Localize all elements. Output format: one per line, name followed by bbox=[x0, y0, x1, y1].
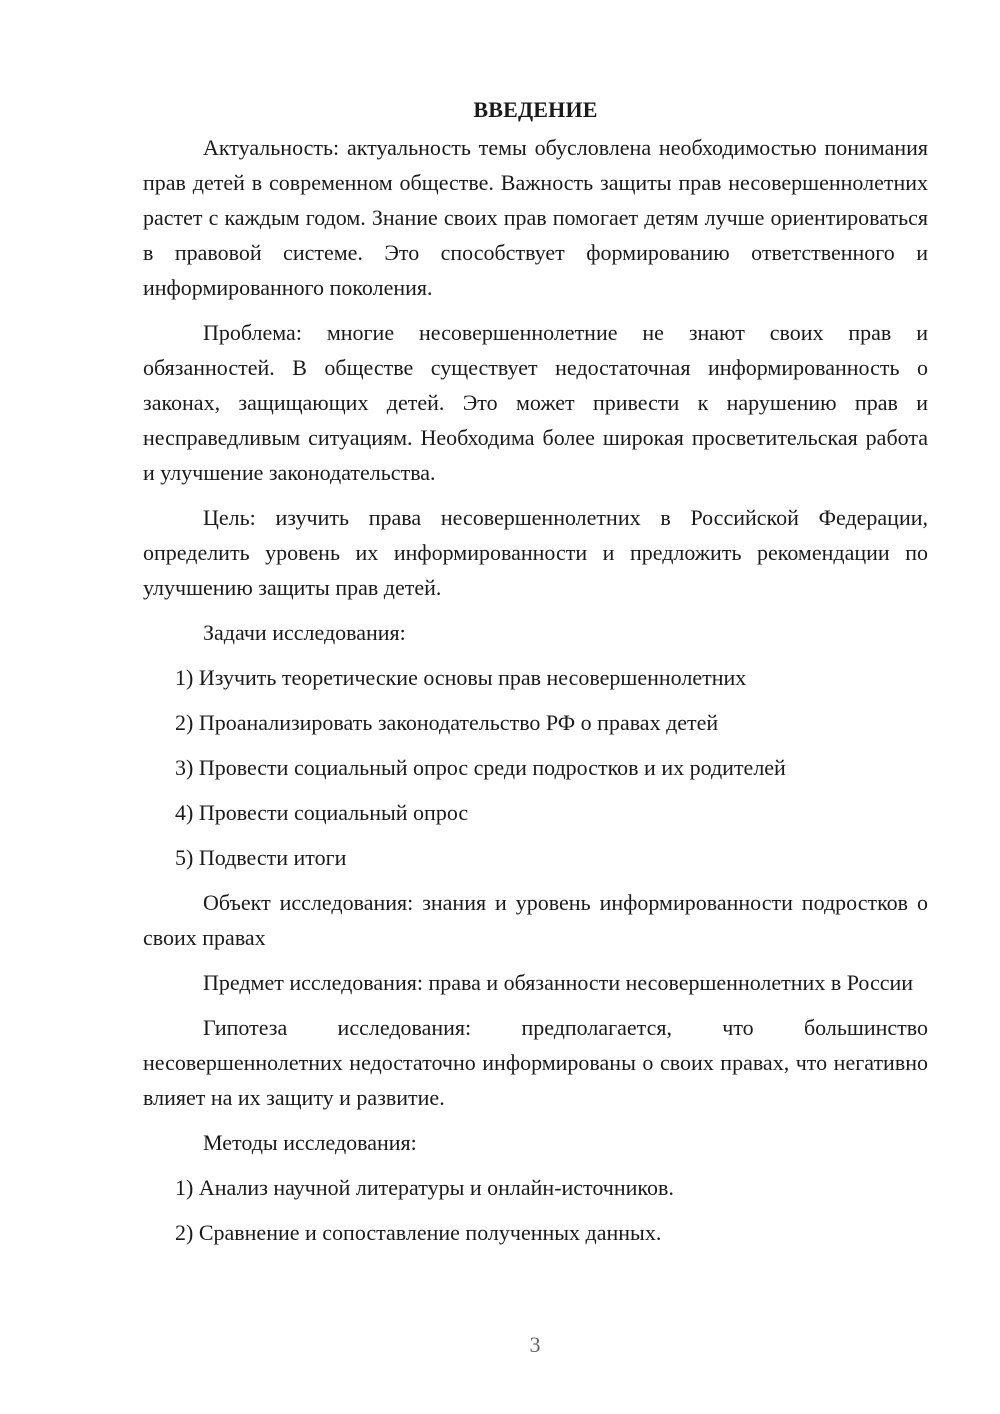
problem-paragraph: Проблема: многие несовершеннолетние не знают своих прав и обязанностей. В обществе существует недостаточная информированность о законах, защищающих детей. Это может привести к нарушению прав и несправедливым ситуациям. Необходима более широкая просветительская работа и улучшение законодательства. bbox=[143, 320, 928, 485]
page-number: 3 bbox=[529, 1332, 541, 1357]
tasks-list bbox=[143, 660, 928, 875]
list-item: 4) Провести социальный опрос bbox=[175, 800, 469, 825]
relevance-paragraph: Актуальность: актуальность темы обусловлена необходимостью понимания прав детей в современном обществе. Важность защиты прав несовершеннолетних растет с каждым годом. Знание своих прав помогает детям лучше ориентироваться в правовой системе. Это способствует формированию ответственного и информированного поколения. bbox=[143, 135, 928, 300]
document-page bbox=[143, 92, 928, 1260]
hypothesis-paragraph: Гипотеза исследования: предполагается, что большинство несовершеннолетних недостаточно информированы о своих правах, что негативно влияет на их защиту и развитие. bbox=[143, 1015, 928, 1110]
tasks-label: Задачи исследования: bbox=[203, 620, 406, 645]
list-item: 1) Анализ научной литературы и онлайн-источников. bbox=[175, 1175, 674, 1200]
object-paragraph: Объект исследования: знания и уровень информированности подростков о своих правах bbox=[143, 890, 928, 950]
methods-label: Методы исследования: bbox=[203, 1130, 417, 1155]
section-title: ВВЕДЕНИЕ bbox=[473, 97, 598, 122]
list-item: 2) Сравнение и сопоставление полученных данных. bbox=[175, 1220, 662, 1245]
list-item: 3) Провести социальный опрос среди подростков и их родителей bbox=[175, 755, 786, 780]
list-item: 5) Подвести итоги bbox=[175, 845, 347, 870]
list-item: 1) Изучить теоретические основы прав несовершеннолетних bbox=[175, 665, 747, 690]
list-item: 2) Проанализировать законодательство РФ о правах детей bbox=[175, 710, 719, 735]
subject-paragraph: Предмет исследования: права и обязанности несовершеннолетних в России bbox=[203, 970, 914, 995]
goal-paragraph: Цель: изучить права несовершеннолетних в Российской Федерации, определить уровень их информированности и предложить рекомендации по улучшению защиты прав детей. bbox=[143, 505, 928, 600]
methods-list bbox=[143, 1170, 928, 1250]
